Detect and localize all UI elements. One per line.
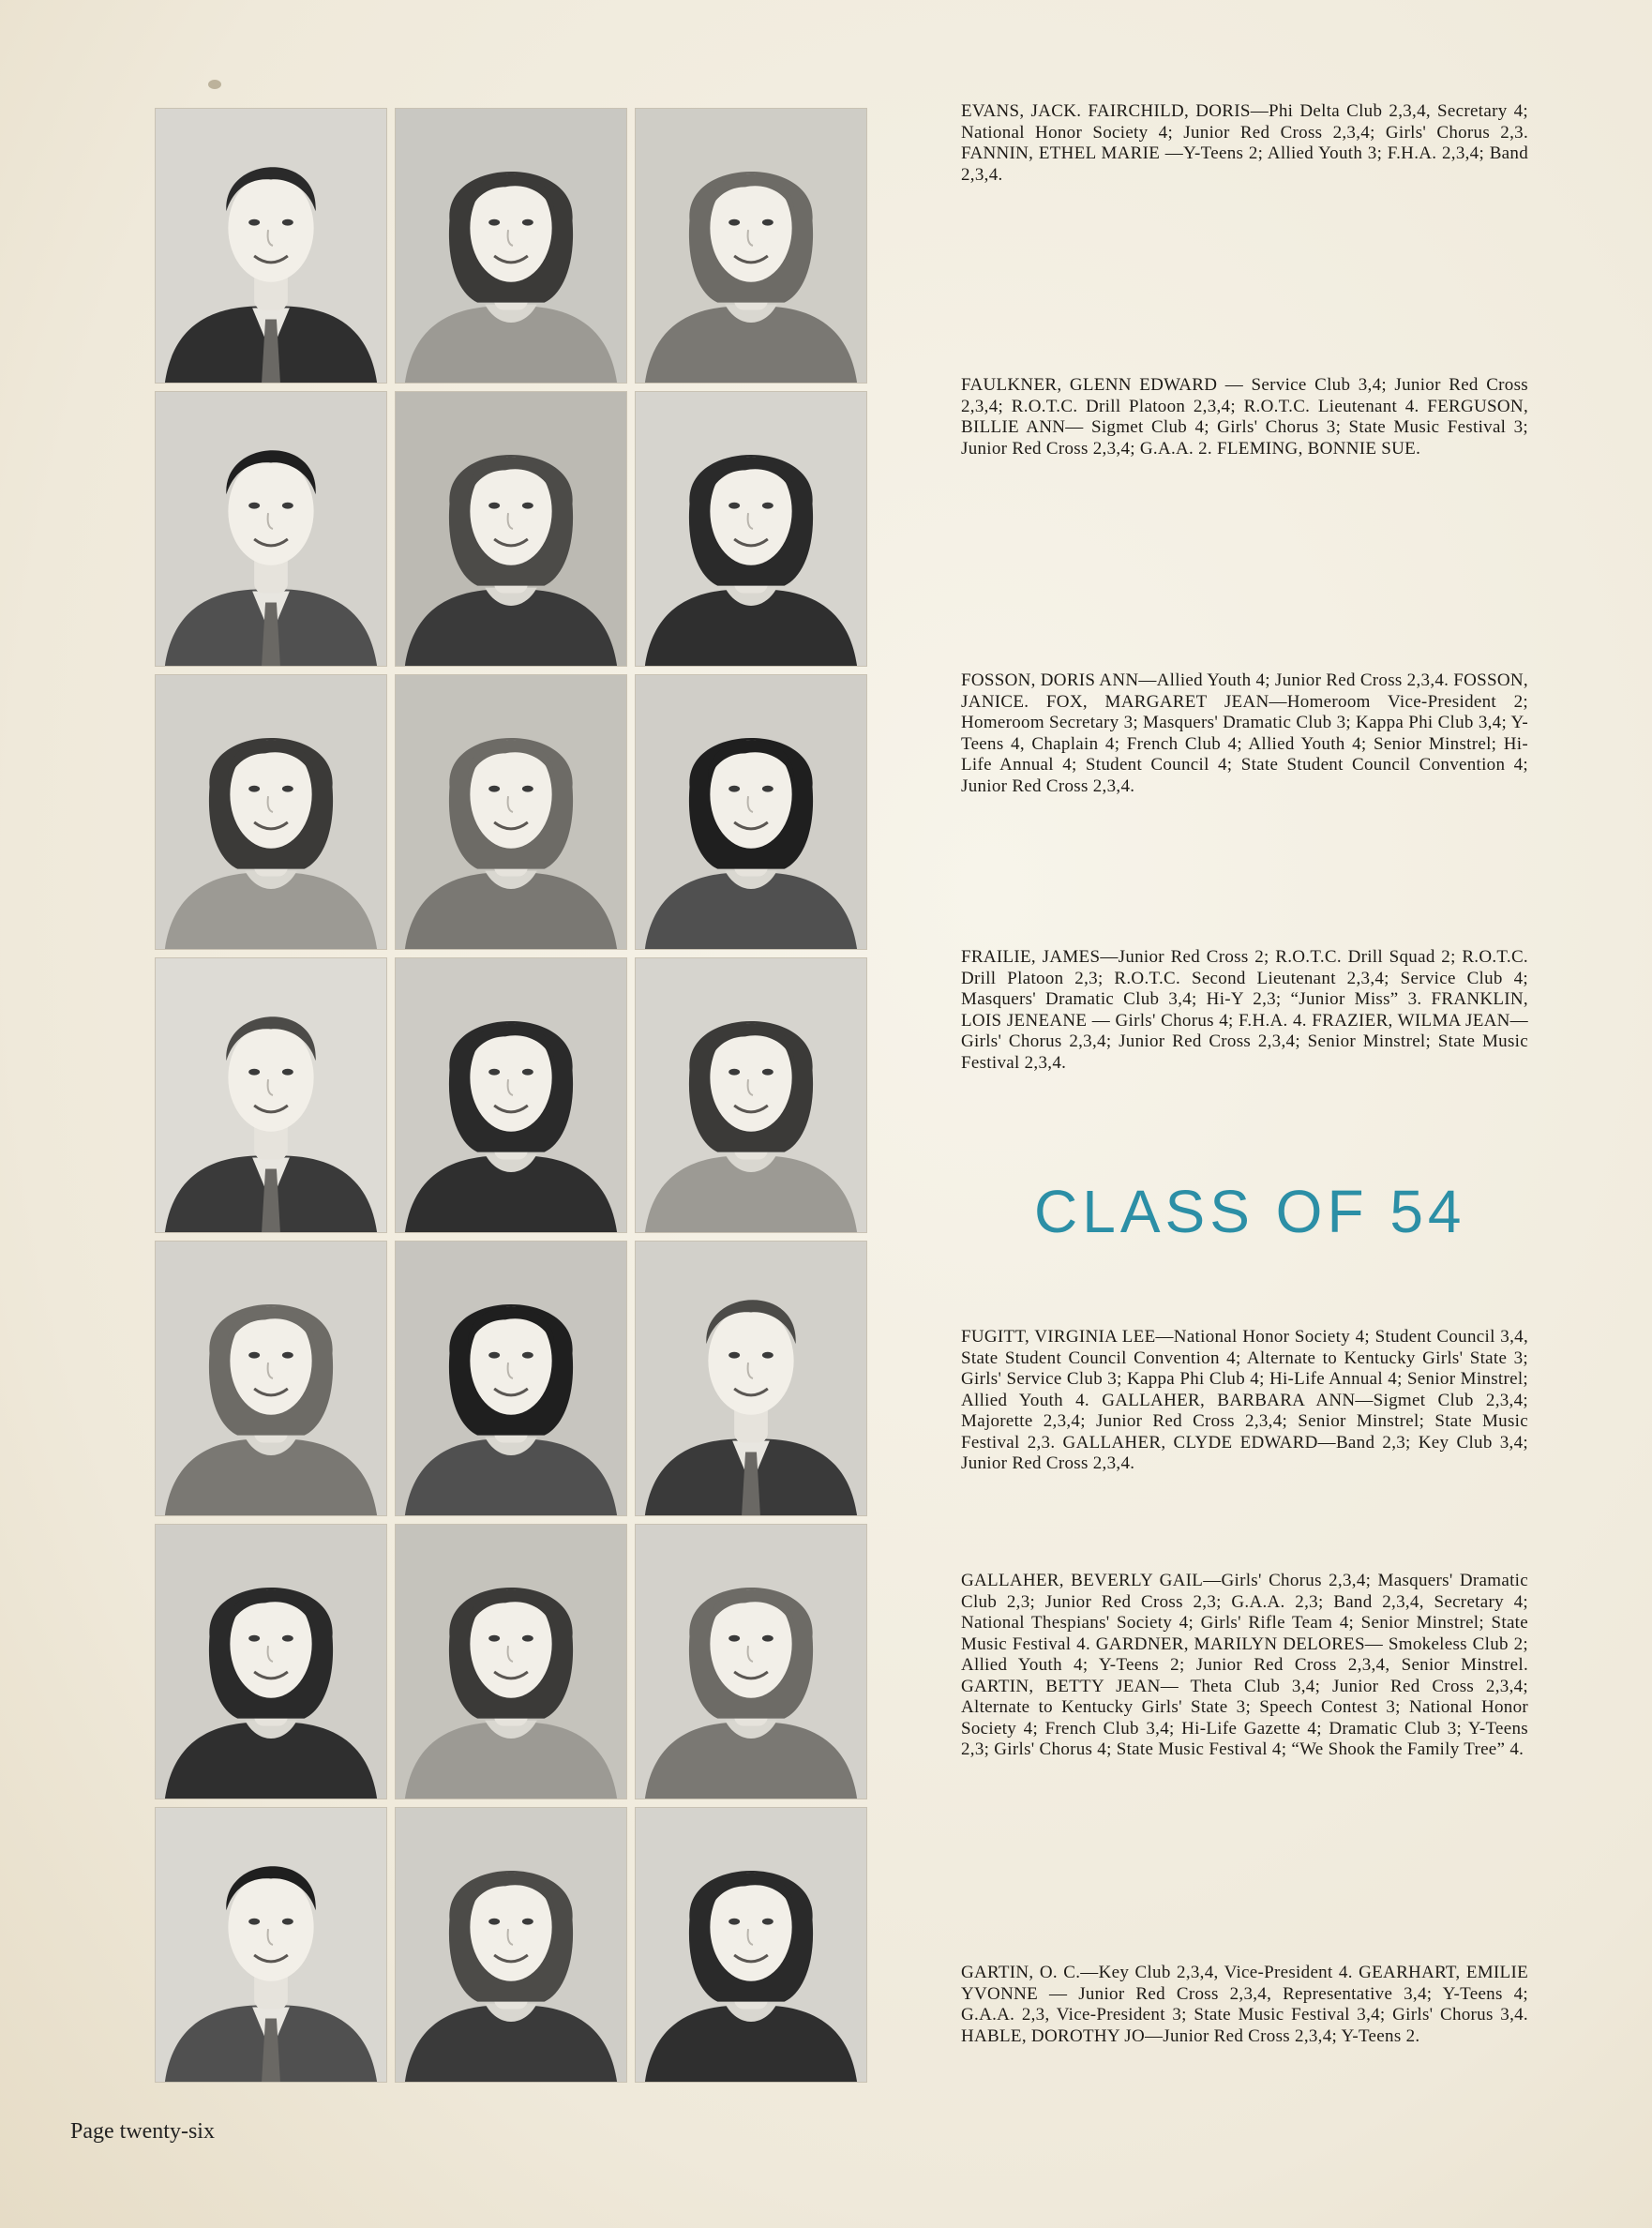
ink-spot	[208, 80, 221, 89]
student-portrait	[635, 957, 867, 1233]
student-portrait	[395, 674, 627, 950]
student-portrait	[635, 1241, 867, 1516]
student-portrait	[155, 391, 387, 667]
biography-block-1: EVANS, JACK. FAIRCHILD, DORIS—Phi Delta Club 2,3,4, Secretary 4; National Honor Society 4; Junior Red Cross 2,3,4; Girls' Chorus 2,3. FANNIN, ETHEL MARIE —Y-Teens 2; Allied Youth 3; F.H.A. 2,3,4; Band 2,3,4.	[961, 101, 1528, 185]
biography-block-3: FOSSON, DORIS ANN—Allied Youth 4; Junior Red Cross 2,3,4. FOSSON, JANICE. FOX, MARGARET JEAN—Homeroom Vice-President 2; Homeroom Secretary 3; Masquers' Dramatic Club 3; Kappa Phi Club 3,4; Y-Teens 4, Chaplain 4; French Club 4; Allied Youth 4; Senior Minstrel; Hi-Life Annual 4; Student Council 4; State Student Council Convention 4; Junior Red Cross 2,3,4.	[961, 670, 1528, 796]
student-portrait	[155, 108, 387, 384]
student-portrait	[395, 957, 627, 1233]
student-portrait	[155, 1807, 387, 2083]
student-portrait	[155, 674, 387, 950]
student-portrait	[155, 957, 387, 1233]
student-portrait	[395, 1807, 627, 2083]
page-number: Page twenty-six	[70, 2119, 215, 2144]
student-portrait	[395, 391, 627, 667]
student-portrait	[635, 1524, 867, 1799]
class-title: CLASS OF 54	[1034, 1178, 1466, 1245]
student-portrait	[395, 1241, 627, 1516]
student-portrait	[155, 1241, 387, 1516]
biography-block-2: FAULKNER, GLENN EDWARD — Service Club 3,4; Junior Red Cross 2,3,4; R.O.T.C. Drill Platoon 2,3,4; R.O.T.C. Lieutenant 4. FERGUSON, BILLIE ANN— Sigmet Club 4; Girls' Chorus 3; State Music Festival 3; Junior Red Cross 2,3,4; G.A.A. 2. FLEMING, BONNIE SUE.	[961, 375, 1528, 459]
biography-block-7: GARTIN, O. C.—Key Club 2,3,4, Vice-President 4. GEARHART, EMILIE YVONNE — Junior Red Cross 2,3,4, Representative 3,4; Y-Teens 4; G.A.A. 2,3, Vice-President 3; State Music Festival 3,4; Girls' Chorus 3,4. HABLE, DOROTHY JO—Junior Red Cross 2,3,4; Y-Teens 2.	[961, 1963, 1528, 2046]
student-portrait	[395, 1524, 627, 1799]
student-portrait	[155, 1524, 387, 1799]
student-portrait	[635, 1807, 867, 2083]
student-portrait	[635, 674, 867, 950]
student-portrait	[635, 391, 867, 667]
biography-block-5: FUGITT, VIRGINIA LEE—National Honor Society 4; Student Council 3,4, State Student Council Convention 4; Alternate to Kentucky Girls' State 3; Girls' Service Club 3; Kappa Phi Club 4; Hi-Life Annual 4; Senior Minstrel; Allied Youth 4. GALLAHER, BARBARA ANN—Sigmet Club 2,3,4; Majorette 2,3,4; Junior Red Cross 2,3,4; Senior Minstrel; State Music Festival 2,3. GALLAHER, CLYDE EDWARD—Band 2,3; Key Club 3,4; Junior Red Cross 2,3,4.	[961, 1327, 1528, 1473]
biography-block-4: FRAILIE, JAMES—Junior Red Cross 2; R.O.T.C. Drill Squad 2; R.O.T.C. Drill Platoon 2,3; R.O.T.C. Second Lieutenant 2,3,4; Service Club 4; Masquers' Dramatic Club 3,4; Hi-Y 2,3; “Junior Miss” 3. FRANKLIN, LOIS JENEANE — Girls' Chorus 4; F.H.A. 4. FRAZIER, WILMA JEAN—Girls' Chorus 2,3,4; Junior Red Cross 2,3,4; Senior Minstrel; State Music Festival 2,3,4.	[961, 947, 1528, 1073]
biography-block-6: GALLAHER, BEVERLY GAIL—Girls' Chorus 2,3,4; Masquers' Dramatic Club 2,3; Junior Red Cross 2,3; G.A.A. 2,3; Band 2,3,4, Secretary 4; National Thespians' Society 4; Girls' Rifle Team 4; Senior Minstrel; State Music Festival 4. GARDNER, MARILYN DELORES— Smokeless Club 2; Allied Youth 4; Y-Teens 2; Junior Red Cross 2,3,4, Senior Minstrel. GARTIN, BETTY JEAN— Theta Club 3,4; Junior Red Cross 2,3,4; Alternate to Kentucky Girls' State 3; Speech Contest 3; National Honor Society 4; French Club 3,4; Hi-Life Gazette 4; Dramatic Club 3; Y-Teens 2,3; Girls' Chorus 4; State Music Festival 4; “We Shook the Family Tree” 4.	[961, 1571, 1528, 1759]
student-portrait	[635, 108, 867, 384]
portrait-grid	[155, 108, 867, 2086]
student-portrait	[395, 108, 627, 384]
